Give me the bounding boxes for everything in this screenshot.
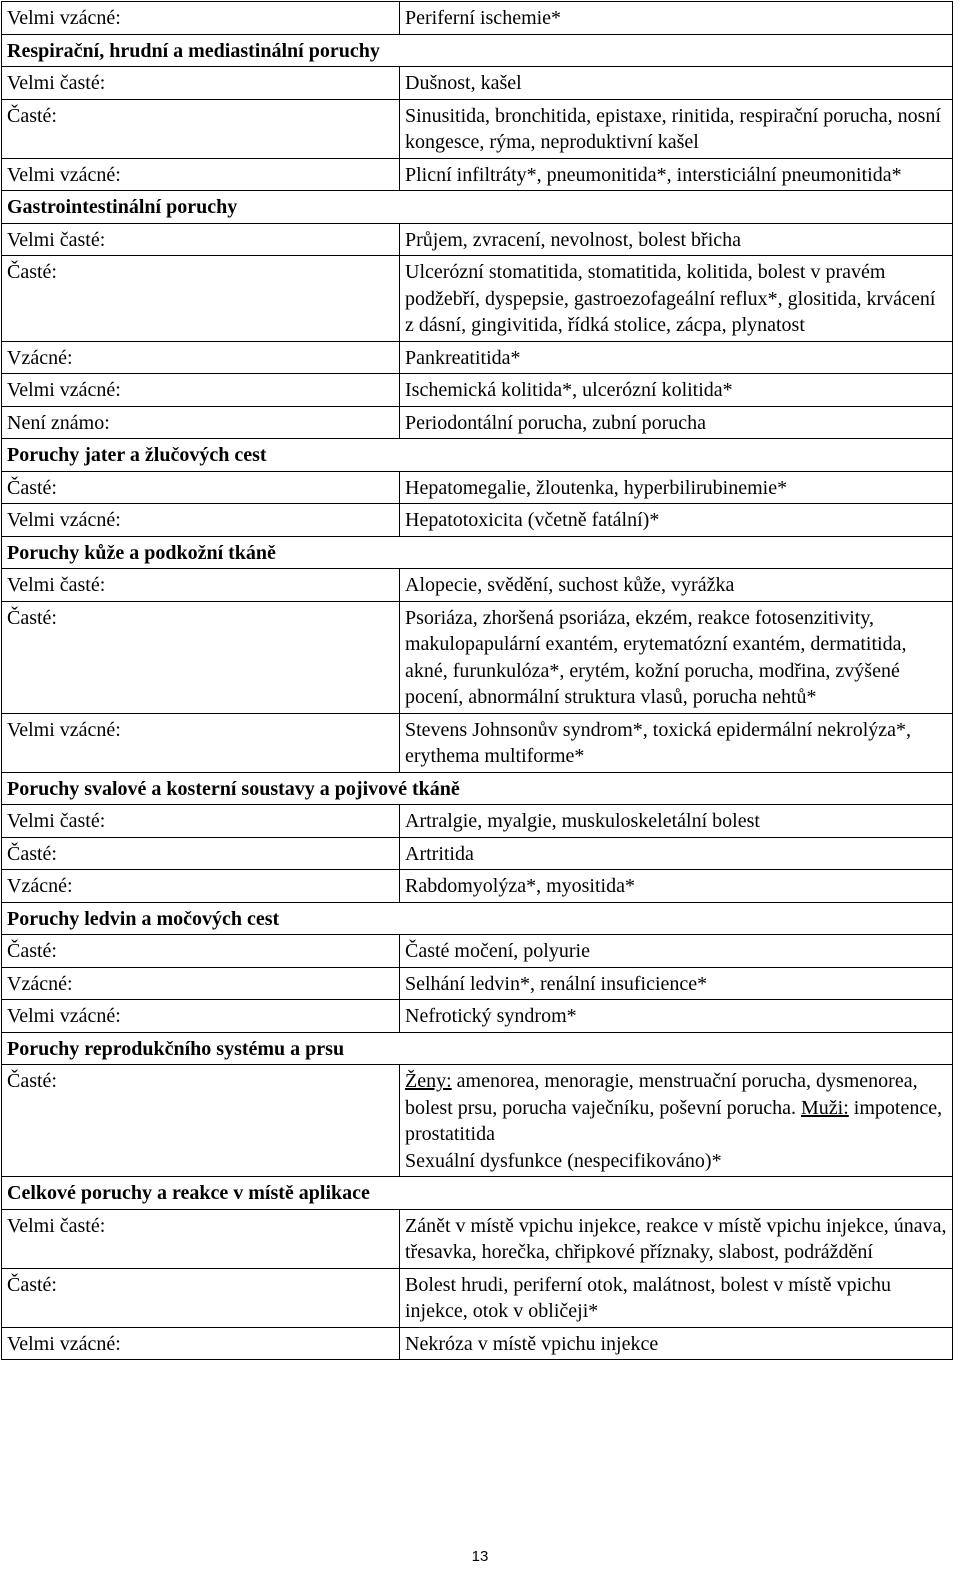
effects-cell: Alopecie, svědění, suchost kůže, vyrážka xyxy=(400,569,953,602)
section-row xyxy=(2,536,953,569)
frequency-cell: Velmi časté: xyxy=(2,569,400,602)
table-row xyxy=(2,504,953,537)
effects-cell: Selhání ledvin*, renální insuficience* xyxy=(400,967,953,1000)
table-row xyxy=(2,1065,953,1177)
section-heading: Poruchy jater a žlučových cest xyxy=(2,439,953,472)
table-row xyxy=(2,601,953,713)
frequency-cell: Velmi vzácné: xyxy=(2,1000,400,1033)
frequency-cell: Časté: xyxy=(2,1065,400,1177)
section-row xyxy=(2,1177,953,1210)
men-effects: impotence, prostatitida xyxy=(405,1096,943,1145)
frequency-cell: Časté: xyxy=(2,935,400,968)
frequency-cell: Vzácné: xyxy=(2,870,400,903)
frequency-cell: Velmi vzácné: xyxy=(2,713,400,772)
frequency-cell: Velmi časté: xyxy=(2,67,400,100)
frequency-cell: Časté: xyxy=(2,601,400,713)
frequency-cell: Vzácné: xyxy=(2,967,400,1000)
frequency-cell: Vzácné: xyxy=(2,341,400,374)
frequency-cell: Časté: xyxy=(2,99,400,158)
men-label: Muži: xyxy=(801,1096,849,1119)
section-row xyxy=(2,191,953,224)
section-row xyxy=(2,772,953,805)
effects-cell: Ischemická kolitida*, ulcerózní kolitida* xyxy=(400,374,953,407)
adverse-effects-table xyxy=(1,1,953,1360)
women-label: Ženy: xyxy=(405,1070,452,1092)
table-row xyxy=(2,67,953,100)
section-heading: Poruchy reprodukčního systému a prsu xyxy=(2,1032,953,1065)
section-row xyxy=(2,34,953,67)
effects-cell: Časté močení, polyurie xyxy=(400,935,953,968)
table-row xyxy=(2,99,953,158)
table-row xyxy=(2,374,953,407)
section-heading: Poruchy kůže a podkožní tkáně xyxy=(2,536,953,569)
frequency-cell: Velmi časté: xyxy=(2,1209,400,1268)
effects-cell: Periferní ischemie* xyxy=(400,2,953,35)
table-row xyxy=(2,2,953,35)
effects-cell: Bolest hrudi, periferní otok, malátnost, bolest v místě vpichu injekce, otok v obličeji* xyxy=(400,1268,953,1327)
section-heading: Poruchy svalové a kosterní soustavy a pojivové tkáně xyxy=(2,772,953,805)
frequency-cell: Časté: xyxy=(2,837,400,870)
table-row xyxy=(2,805,953,838)
frequency-cell: Velmi vzácné: xyxy=(2,504,400,537)
table-row xyxy=(2,158,953,191)
section-heading: Poruchy ledvin a močových cest xyxy=(2,902,953,935)
page-number: 13 xyxy=(471,1548,489,1565)
effects-cell: Artritida xyxy=(400,837,953,870)
frequency-cell: Velmi vzácné: xyxy=(2,158,400,191)
table-row xyxy=(2,471,953,504)
section-row xyxy=(2,1032,953,1065)
table-row xyxy=(2,713,953,772)
section-row xyxy=(2,439,953,472)
frequency-cell: Velmi časté: xyxy=(2,223,400,256)
effects-cell: Průjem, zvracení, nevolnost, bolest břicha xyxy=(400,223,953,256)
table-row xyxy=(2,406,953,439)
effects-cell: Nekróza v místě vpichu injekce xyxy=(400,1327,953,1360)
table-row xyxy=(2,223,953,256)
section-heading: Celkové poruchy a reakce v místě aplikace xyxy=(2,1177,953,1210)
table-row xyxy=(2,1327,953,1360)
effects-cell: Hepatotoxicita (včetně fatální)* xyxy=(400,504,953,537)
effects-cell: Hepatomegalie, žloutenka, hyperbilirubinemie* xyxy=(400,471,953,504)
effects-cell: Zánět v místě vpichu injekce, reakce v místě vpichu injekce, únava, třesavka, horečka, chřipkové příznaky, slabost, podráždění xyxy=(400,1209,953,1268)
section-heading: Gastrointestinální poruchy xyxy=(2,191,953,224)
table-row xyxy=(2,1209,953,1268)
section-row xyxy=(2,902,953,935)
effects-cell: Rabdomyolýza*, myositida* xyxy=(400,870,953,903)
section-heading: Respirační, hrudní a mediastinální poruchy xyxy=(2,34,953,67)
frequency-cell: Není známo: xyxy=(2,406,400,439)
table-row xyxy=(2,256,953,342)
effects-cell: Plicní infiltráty*, pneumonitida*, intersticiální pneumonitida* xyxy=(400,158,953,191)
effects-cell: Psoriáza, zhoršená psoriáza, ekzém, reakce fotosenzitivity, makulopapulární exantém, erytematózní exantém, dermatitida, akné, furunkulóza*, erytém, kožní porucha, modřina, zvýšené pocení, abnormální struktura vlasů, porucha nehtů* xyxy=(400,601,953,713)
table-row xyxy=(2,1000,953,1033)
frequency-cell: Velmi vzácné: xyxy=(2,2,400,35)
effects-cell: Nefrotický syndrom* xyxy=(400,1000,953,1033)
table-row xyxy=(2,1268,953,1327)
table-row xyxy=(2,569,953,602)
women-effects: amenorea, menoragie, menstruační porucha, dysmenorea, bolest prsu, porucha vaječníku, poševní porucha. xyxy=(405,1070,918,1119)
table-row xyxy=(2,341,953,374)
effects-cell: Artralgie, myalgie, muskuloskeletální bolest xyxy=(400,805,953,838)
table-row xyxy=(2,935,953,968)
table-row xyxy=(2,870,953,903)
frequency-cell: Časté: xyxy=(2,1268,400,1327)
sexual-dysfunction-effect: Sexuální dysfunkce (nespecifikováno)* xyxy=(405,1149,722,1172)
effects-cell: Ulcerózní stomatitida, stomatitida, kolitida, bolest v pravém podžebří, dyspepsie, gastroezofageální reflux*, glositida, krvácení z dásní, gingivitida, řídká stolice, zácpa, plynatost xyxy=(400,256,953,342)
effects-cell: Sinusitida, bronchitida, epistaxe, rinitida, respirační porucha, nosní kongesce, rýma, neproduktivní kašel xyxy=(400,99,953,158)
effects-cell: Pankreatitida* xyxy=(400,341,953,374)
table-row xyxy=(2,967,953,1000)
frequency-cell: Velmi časté: xyxy=(2,805,400,838)
effects-cell: Periodontální porucha, zubní porucha xyxy=(400,406,953,439)
frequency-cell: Časté: xyxy=(2,256,400,342)
table-row xyxy=(2,837,953,870)
effects-cell: Dušnost, kašel xyxy=(400,67,953,100)
effects-cell xyxy=(400,1065,953,1177)
effects-cell: Stevens Johnsonův syndrom*, toxická epidermální nekrolýza*, erythema multiforme* xyxy=(400,713,953,772)
frequency-cell: Časté: xyxy=(2,471,400,504)
frequency-cell: Velmi vzácné: xyxy=(2,374,400,407)
frequency-cell: Velmi vzácné: xyxy=(2,1327,400,1360)
